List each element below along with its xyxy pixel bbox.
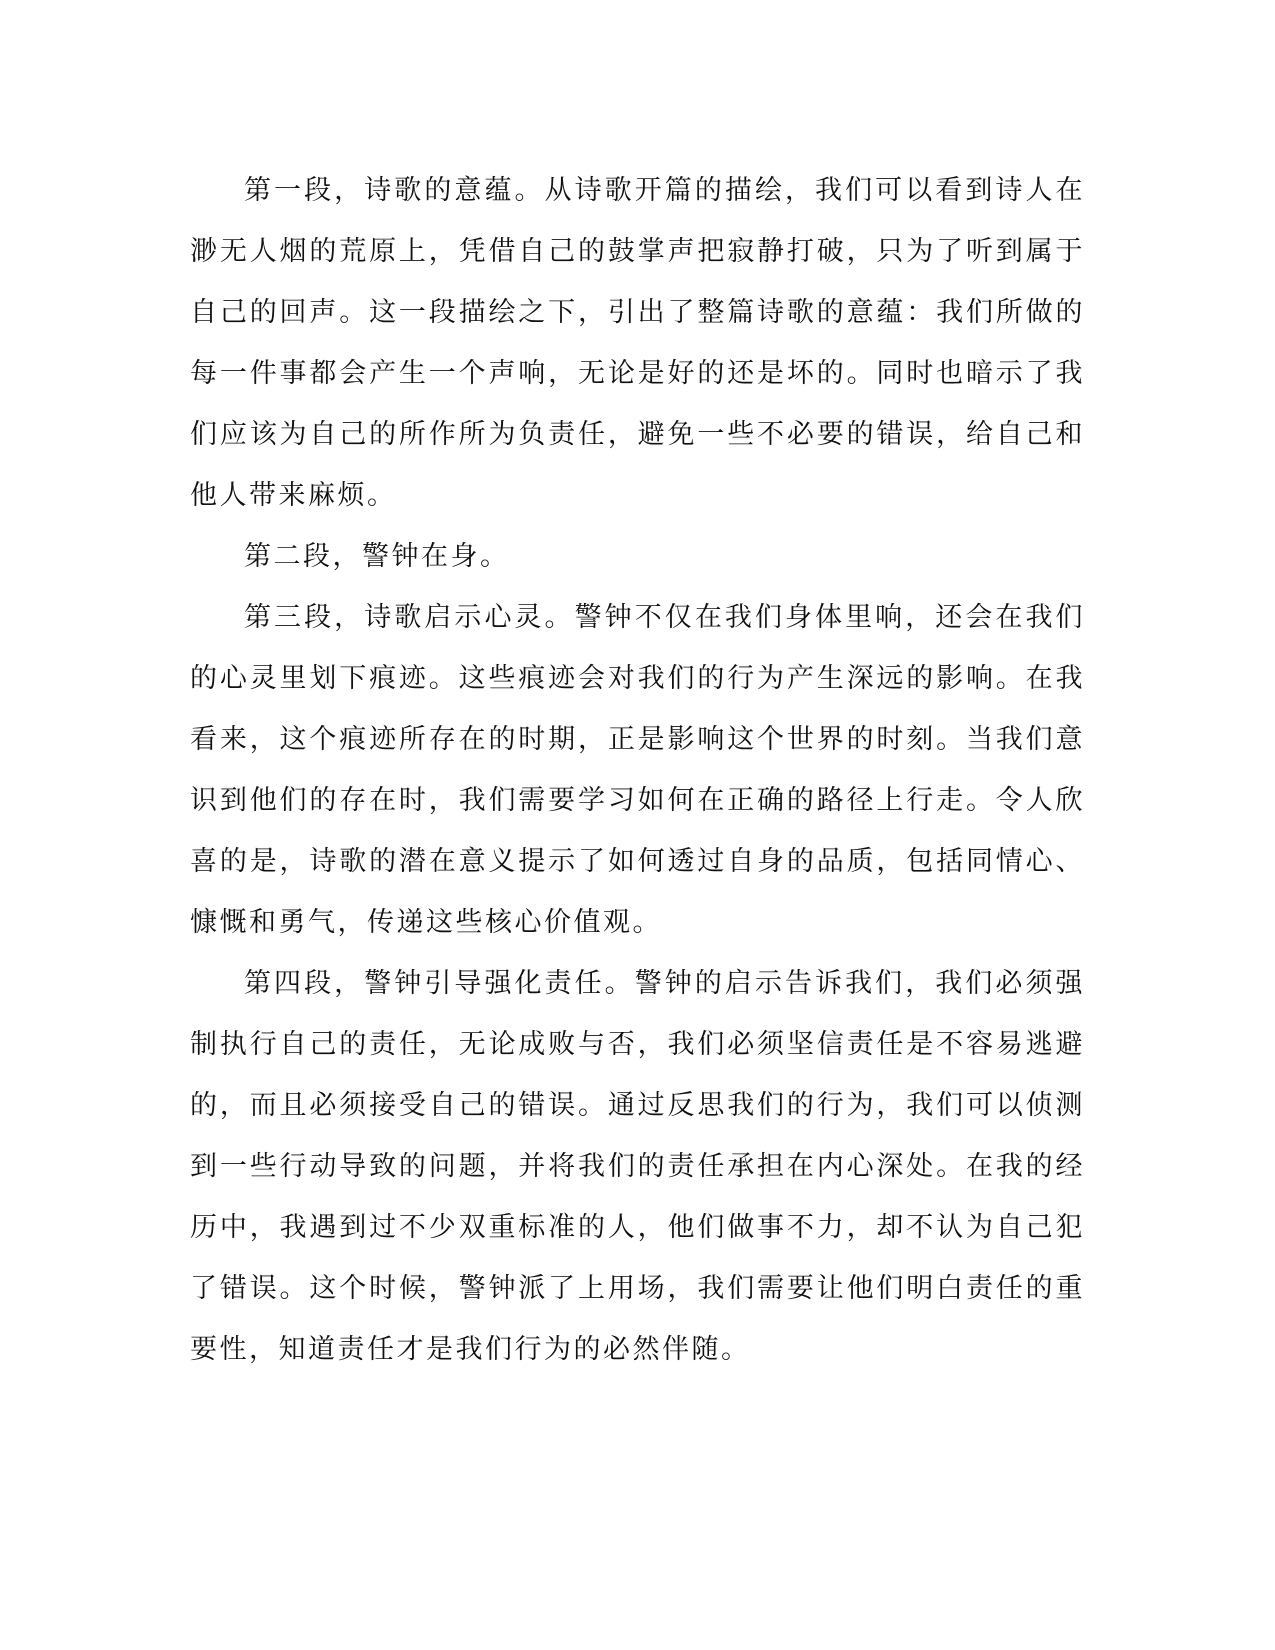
paragraph-2: 第二段，警钟在身。 xyxy=(244,541,510,572)
paragraph-4: 第四段，警钟引导强化责任。警钟的启示告诉我们，我们必须强制执行自己的责任，无论成败与否，我们必须坚信责任是不容易逃避的，而且必须接受自己的错误。通过反思我们的行为，我们可以侦测到一些行动导致的问题，并将我们的责任承担在内心深处。在我的经历中，我遇到过不少双重标准的人，他们做事不力，却不认为自己犯了错误。这个时候，警钟派了上用场，我们需要让他们明白责任的重要性，知道责任才是我们行为的必然伴随。 xyxy=(190,968,1085,1365)
document-body xyxy=(190,160,1085,1380)
paragraph-3: 第三段，诗歌启示心灵。警钟不仅在我们身体里响，还会在我们的心灵里划下痕迹。这些痕迹会对我们的行为产生深远的影响。在我看来，这个痕迹所存在的时期，正是影响这个世界的时刻。当我们意识到他们的存在时，我们需要学习如何在正确的路径上行走。令人欣喜的是，诗歌的潜在意义提示了如何透过自身的品质，包括同情心、慷慨和勇气，传递这些核心价值观。 xyxy=(190,602,1085,938)
paragraph-1: 第一段，诗歌的意蕴。从诗歌开篇的描绘，我们可以看到诗人在渺无人烟的荒原上，凭借自己的鼓掌声把寂静打破，只为了听到属于自己的回声。这一段描绘之下，引出了整篇诗歌的意蕴：我们所做的每一件事都会产生一个声响，无论是好的还是坏的。同时也暗示了我们应该为自己的所作所为负责任，避免一些不必要的错误，给自己和他人带来麻烦。 xyxy=(190,175,1085,511)
